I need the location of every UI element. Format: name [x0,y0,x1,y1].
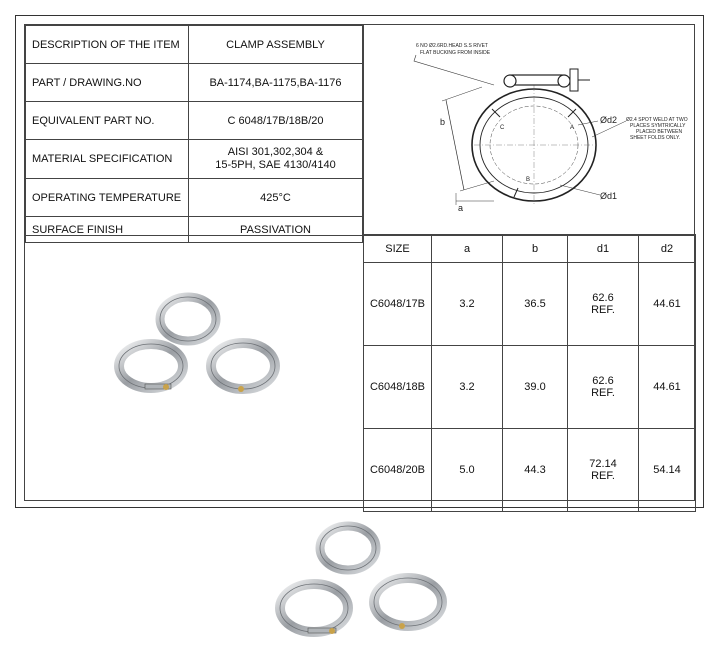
spec-row [26,64,363,102]
header-b: b [503,236,568,263]
spec-value: AISI 301,302,304 & 15-5PH, SAE 4130/4140 [189,140,363,179]
clamp-right-image [211,343,275,392]
dim-d1-label: Ød1 [600,191,618,201]
dim-a-label: a [458,203,464,213]
spec-value: 425°C [189,179,363,217]
weld-note-3: PLACED BETWEEN [636,129,683,135]
spec-row [26,140,363,179]
dim-b-label: b [440,117,446,127]
b-cell: 39.0 [503,346,568,429]
bottom-clamp-left-image [280,584,348,634]
size-table [363,235,696,512]
spec-key: DESCRIPTION OF THE ITEM [26,26,189,64]
size-cell: C6048/20B [364,429,432,512]
header-size: SIZE [364,236,432,263]
a-cell: 3.2 [432,346,503,429]
clamp-top-image [160,297,216,341]
size-row [364,346,696,429]
d2-cell: 44.61 [639,346,696,429]
weld-note-4: SHEET FOLDS ONLY. [630,135,681,141]
technical-drawing [363,25,696,235]
spec-value: CLAMP ASSEMBLY [189,26,363,64]
spec-value: C 6048/17B/18B/20 [189,102,363,140]
rivet-note: 6 NO Ø2.6RD.HEAD S.S RIVET [416,43,488,49]
bottom-clamp-top-image [320,526,376,570]
bottom-clamp-right-image [374,578,442,629]
spec-key: EQUIVALENT PART NO. [26,102,189,140]
spec-key: MATERIAL SPECIFICATION [26,140,189,179]
d1-cell: 62.6 REF. [568,346,639,429]
weld-note-2: PLACES SYMTRICALLY [630,123,686,129]
label-B: B [526,177,531,183]
spec-sheet-inner [24,24,695,501]
size-row [364,263,696,346]
spec-key: PART / DRAWING.NO [26,64,189,102]
spec-value: PASSIVATION [189,217,363,243]
spec-sheet [15,15,704,508]
spec-row [26,102,363,140]
header-a: a [432,236,503,263]
d1-cell: 72.14 REF. [568,429,639,512]
clamp-drawing-svg [364,25,697,235]
a-cell: 5.0 [432,429,503,512]
spec-key: SURFACE FINISH [26,217,189,243]
header-d2: d2 [639,236,696,263]
d1-cell: 62.6 REF. [568,263,639,346]
b-cell: 36.5 [503,263,568,346]
b-cell: 44.3 [503,429,568,512]
spec-table [25,25,363,243]
header-d1: d1 [568,236,639,263]
spec-row [26,179,363,217]
rivet-note-2: FLAT BUCKING FROM INSIDE [420,50,491,56]
spec-key: OPERATING TEMPERATURE [26,179,189,217]
size-table-header [364,236,696,263]
spec-row [26,26,363,64]
label-A: A [570,125,575,131]
size-cell: C6048/18B [364,346,432,429]
size-row [364,429,696,512]
dim-d2-label: Ød2 [600,115,618,125]
size-cell: C6048/17B [364,263,432,346]
clamp-photo [25,236,363,503]
clamp-left-image [119,344,183,390]
label-C: C [500,125,505,131]
spec-value: BA-1174,BA-1175,BA-1176 [189,64,363,102]
bottom-product-photo [268,518,458,663]
d2-cell: 54.14 [639,429,696,512]
weld-note-1: Ø2.4 SPOT WELD AT TWO [626,117,688,123]
bottom-clamp-photo [268,518,458,663]
a-cell: 3.2 [432,263,503,346]
d2-cell: 44.61 [639,263,696,346]
product-photo-cell [25,235,363,502]
